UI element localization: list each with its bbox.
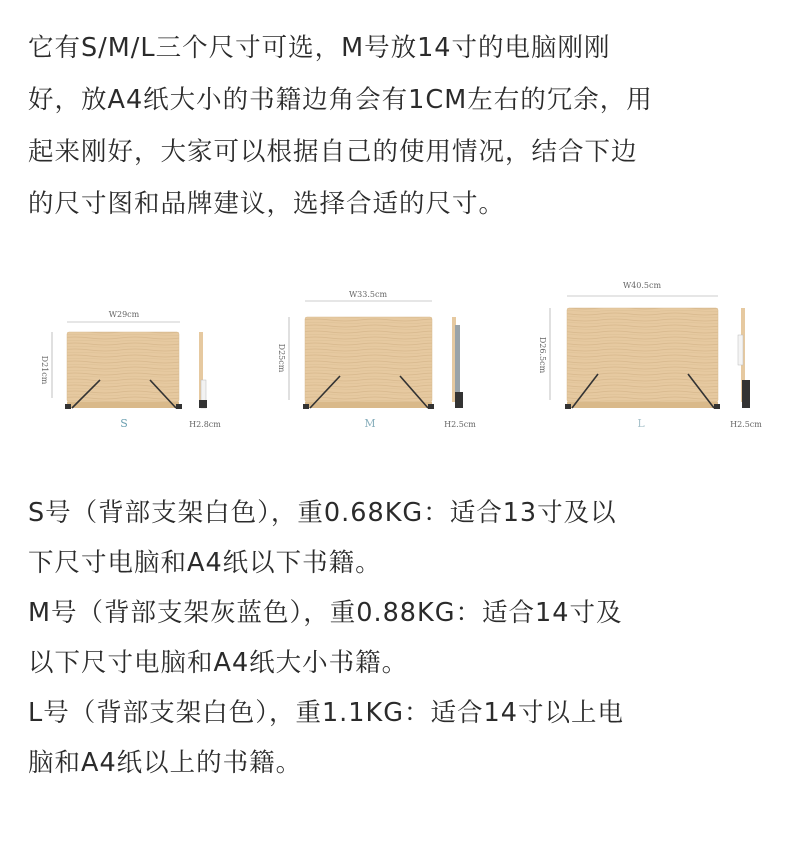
stand-s bbox=[40, 310, 221, 430]
spec-line: 以下尺寸电脑和A4纸大小书籍。 bbox=[28, 648, 409, 678]
intro-line: 好，放A4纸大小的书籍边角会有1CM左右的冗余，用 bbox=[28, 85, 653, 115]
spec-line: L号（背部支架白色），重1.1KG：适合14寸以上电 bbox=[28, 698, 624, 728]
intro-line: 起来刚好，大家可以根据自己的使用情况，结合下边 bbox=[28, 137, 638, 167]
stand-m-height-label: H2.5cm bbox=[444, 420, 476, 429]
stand-l-size-label: L bbox=[637, 417, 645, 430]
size-diagram-image bbox=[0, 270, 790, 440]
size-specs bbox=[28, 488, 778, 788]
stand-l-depth-label: D26.5cm bbox=[538, 336, 547, 374]
spec-line: M号（背部支架灰蓝色），重0.88KG：适合14寸及 bbox=[28, 598, 623, 628]
intro-line: 的尺寸图和品牌建议，选择合适的尺寸。 bbox=[28, 189, 506, 219]
spec-line: 脑和A4纸以上的书籍。 bbox=[28, 748, 303, 778]
spec-line: 下尺寸电脑和A4纸以下书籍。 bbox=[28, 548, 382, 578]
stand-m-width-label: W33.5cm bbox=[348, 290, 388, 299]
stand-l-height-label: H2.5cm bbox=[730, 420, 762, 429]
stand-l bbox=[538, 281, 762, 430]
stand-s-width-label: W29cm bbox=[108, 310, 140, 319]
stand-s-size-label: S bbox=[120, 417, 128, 430]
stand-l-width-label: W40.5cm bbox=[622, 281, 662, 290]
size-diagram bbox=[0, 270, 790, 440]
stand-m-size-label: M bbox=[364, 417, 376, 430]
stand-s-height-label: H2.8cm bbox=[189, 420, 221, 429]
spec-line: S号（背部支架白色），重0.68KG：适合13寸及以 bbox=[28, 498, 617, 528]
stand-s-depth-label: D21cm bbox=[40, 355, 49, 385]
stand-m bbox=[277, 290, 476, 430]
intro-line: 它有S/M/L三个尺寸可选，M号放14寸的电脑刚刚 bbox=[28, 33, 611, 63]
stand-m-depth-label: D25cm bbox=[277, 343, 286, 373]
intro-text bbox=[28, 22, 768, 230]
